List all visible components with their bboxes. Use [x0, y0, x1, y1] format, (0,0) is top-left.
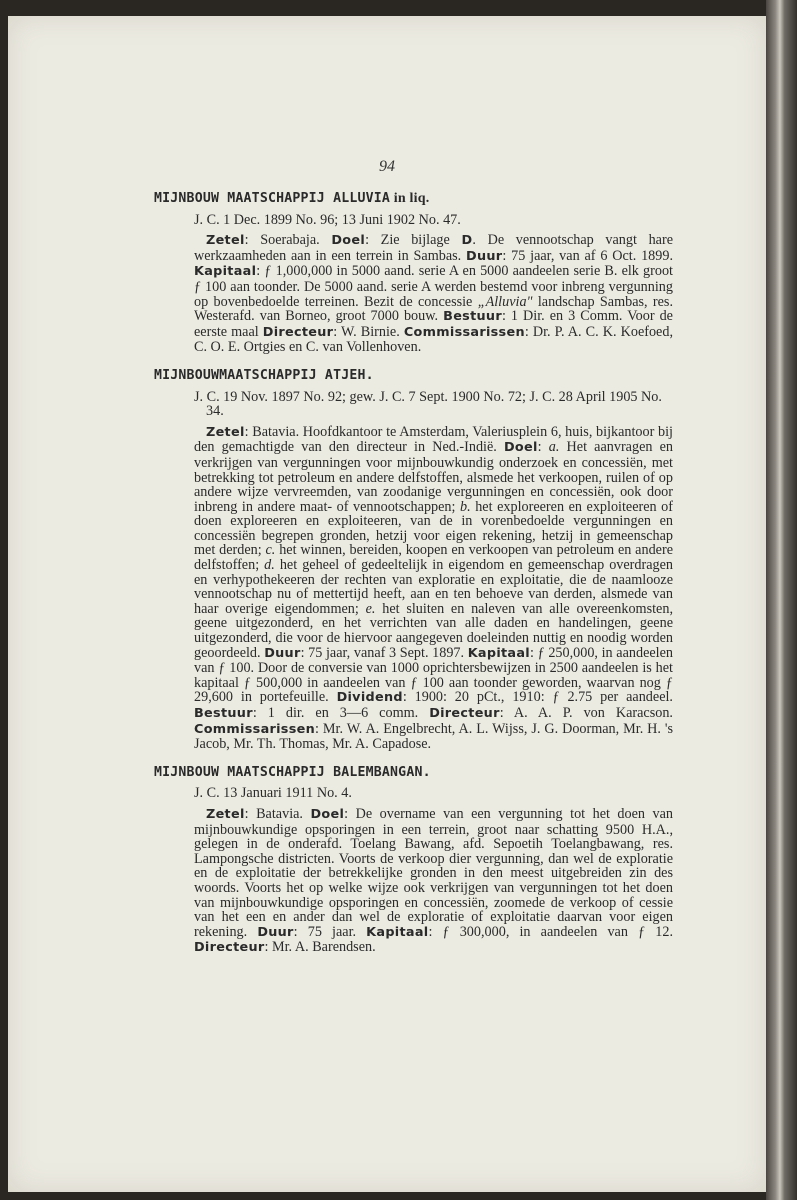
field-keyword: Directeur: [262, 324, 334, 340]
field-keyword: Bestuur: [443, 309, 502, 325]
body-text: : Zie bijlage: [365, 232, 462, 249]
body-text: het geheel of gedeeltelijk in eigendom en gemeenschap overdragen en verhypothekeeren der rechten van exploratie en exploitatie, die de naamlooze vennootschap nu of mettertijd heeft, aan en ten behoeve van derden, alsmede van haar overige eigendommen;: [194, 557, 674, 617]
book-page: [8, 16, 766, 1192]
field-keyword: Doel: [331, 233, 366, 249]
italic-text: „Alluvia": [477, 293, 533, 310]
italic-text: c.: [265, 542, 276, 559]
company-entry-alluvia: [148, 192, 673, 355]
body-text: : ƒ 300,000, in aandeelen van ƒ 12.: [428, 923, 674, 940]
body-text: : 1900: 20 pCt., 1910: ƒ 2.75 per aandeel.: [402, 689, 673, 706]
body-text: :: [537, 439, 549, 456]
body-text: : 75 jaar.: [293, 923, 367, 940]
field-keyword: Directeur: [194, 940, 265, 956]
body-text: Het aanvragen en verkrijgen van vergunningen voor mijnbouwkundig onderzoek en concessiën, met betrekking tot petroleum en andere delfstoffen, alsmede het verkoopen, ruilen of op andere wijze vervreemden, van zoodanige vergunningen en concessiën, ook door inbreng in andere maat- of vennootschappen;: [194, 439, 673, 515]
body-text: landschap Sambas, res. Westerafd. van Borneo, groot 7000 bouw.: [194, 293, 673, 325]
field-keyword: Kapitaal: [194, 264, 257, 280]
body-text: het exploreeren en exploiteeren of doen exploreeren en exploiteeren, van de in vorenbedoelde vergunningen en concessiën begrepen gronden, hetzij voor eigen rekening, hetzij in gemeenschap met derden;: [194, 498, 673, 559]
body-text: : Mr. W. A. Engelbrecht, A. L. Wijss, J. G. Doorman, Mr. H. 's Jacob, Mr. Th. Thomas, Mr. A. Capadose.: [194, 720, 673, 753]
body-text: : 1 Dir. en 3 Comm. Voor de eerste maal: [194, 308, 673, 340]
company-heading: [154, 369, 673, 384]
company-description: [194, 807, 673, 956]
body-text: : 75 jaar, van af 6 Oct. 1899.: [502, 247, 673, 264]
body-text: het winnen, bereiden, koopen en verkoopen van petroleum en andere delfstoffen;: [194, 542, 673, 574]
body-text: : Batavia.: [244, 805, 311, 822]
body-text: : Mr. A. Barendsen.: [264, 939, 376, 956]
company-heading: [154, 766, 673, 781]
italic-text: a.: [548, 439, 560, 456]
field-keyword: Duur: [264, 645, 301, 661]
italic-text: d.: [264, 557, 275, 574]
field-keyword: Commissarissen: [194, 721, 316, 737]
body-text: : Dr. P. A. C. K. Koefoed, C. O. E. Ortgies en C. van Vollenhoven.: [194, 323, 673, 356]
italic-text: e.: [365, 600, 376, 617]
body-text: : Soerabaja.: [244, 232, 332, 249]
company-heading: [154, 192, 673, 207]
heading-suffix: in liq.: [390, 191, 430, 206]
body-text: . De vennootschap vangt hare werkzaamheden aan in een terrein in Sambas.: [194, 232, 673, 264]
body-text: : W. Birnie.: [333, 323, 404, 340]
heading-text: MIJNBOUW MAATSCHAPPIJ ALLUVIA: [154, 191, 391, 206]
heading-text: MIJNBOUW MAATSCHAPPIJ BALEMBANGAN.: [154, 764, 431, 780]
field-keyword: Kapitaal: [366, 924, 429, 940]
body-text: : 1 dir. en 3—6 comm.: [252, 705, 430, 721]
field-keyword: Bestuur: [194, 706, 253, 721]
field-keyword: Doel: [503, 440, 538, 456]
body-text: : 75 jaar, vanaf 3 Sept. 1897.: [300, 644, 468, 661]
company-description: [194, 425, 673, 752]
field-keyword: Dividend: [336, 690, 403, 706]
body-text: : ƒ 250,000, in aandeelen van ƒ 100. Door de conversie van 1000 oprichtersbewijzen in 2500 aandeelen is het kapitaal ƒ 500,000 in aandeelen van ƒ 100 aan toonder geworden, waarvan nog ƒ 29,600 in portefeuille.: [194, 644, 673, 706]
field-keyword: Zetel: [206, 233, 245, 249]
field-keyword: Doel: [310, 806, 345, 822]
company-entry-atjeh: [148, 369, 673, 752]
heading-text: MIJNBOUWMAATSCHAPPIJ ATJEH.: [154, 367, 374, 383]
registration-line: J. C. 13 Januari 1911 No. 4.: [194, 785, 352, 802]
book-spine: [766, 0, 797, 1200]
field-keyword: Duur: [466, 248, 503, 264]
registration-line: J. C. 19 Nov. 1897 No. 92; gew. J. C. 7 Sept. 1900 No. 72; J. C. 28 April 1905 No. 34.: [194, 388, 662, 420]
body-text: : Batavia. Hoofdkantoor te Amsterdam, Valeriusplein 6, huis, bijkantoor bij den gemachtigde van den directeur in Ned.-Indië.: [194, 423, 673, 456]
field-keyword: D: [461, 233, 473, 249]
field-keyword: Commissarissen: [403, 324, 525, 340]
body-text: het sluiten en naleven van alle overeenkomsten, geene uitgezonderd, en het verrichten van alle daden en handelingen, geene uitgezonderd, die voor de hiervoor aangegeven doeleinden nuttig en noodig worden geoordeeld.: [194, 600, 673, 661]
body-text: : De overname van een vergunning tot het doen van mijnbouwkundige opsporingen in een terrein, groot naar schatting 9500 H.A., gelegen in de onderafd. Toelang Bawang, afd. Sepoetih Toelangbawang, res. Lampongsche districten. Voorts de verkoop dier vergunning, dan wel de exploratie en de exploitatie der betrekkelijke gronden in den meest uitgebreiden zin des woords. Voorts het op welke wijze ook verkrijgen van vergunningen tot het doen van mijnbouwkundige opsporingen en concessiën, zoomede de verkoop of cessie van het een en ander dan wel de exploratie of exploitatie daarvan voor eigen rekening.: [194, 805, 673, 940]
page-content: [148, 192, 673, 970]
field-keyword: Zetel: [206, 424, 245, 440]
italic-text: b.: [460, 498, 471, 515]
page-number: 94: [379, 158, 395, 175]
field-keyword: Directeur: [429, 706, 500, 721]
body-text: : ƒ 1,000,000 in 5000 aand. serie A en 5000 aandeelen serie B. elk groot ƒ 100 aan toonder. De 5000 aand. serie A werden bestemd voor inbreng vergunning op bovenbedoelde terreinen. Bezit de concessie: [194, 263, 673, 310]
field-keyword: Zetel: [206, 806, 245, 822]
company-entry-balembangan: [148, 766, 673, 956]
company-description: [194, 233, 673, 355]
registration-line: J. C. 1 Dec. 1899 No. 96; 13 Juni 1902 No. 47.: [194, 211, 461, 228]
body-text: : A. A. P. von Karacson.: [499, 705, 673, 721]
field-keyword: Kapitaal: [467, 645, 530, 661]
field-keyword: Duur: [257, 924, 294, 940]
